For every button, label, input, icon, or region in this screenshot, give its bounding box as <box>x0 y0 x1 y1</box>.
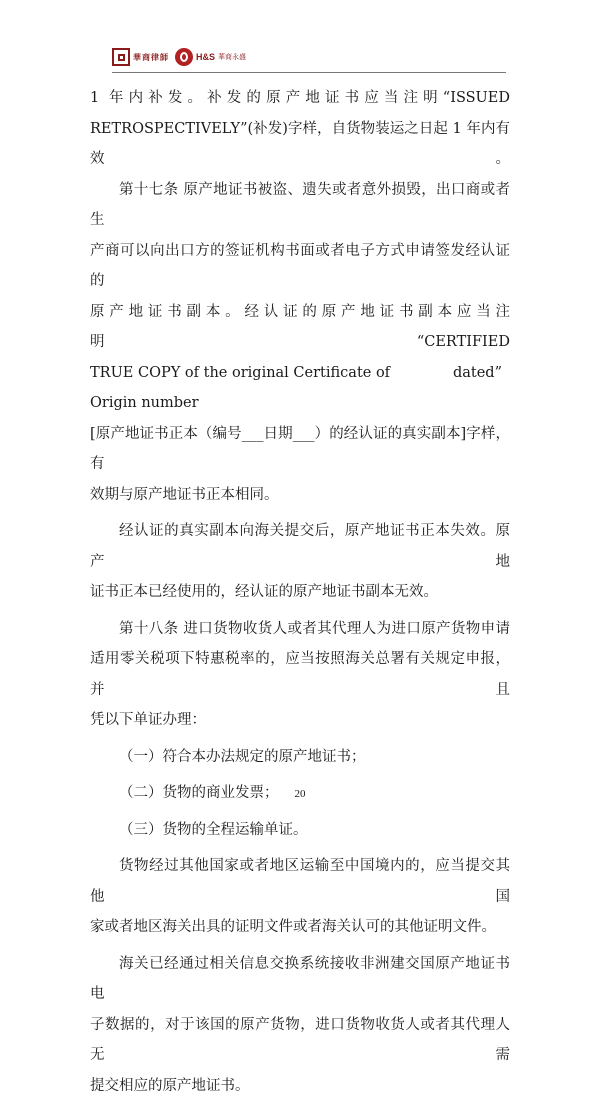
logo-hs-text: H&S <box>196 52 215 62</box>
text-line: 第十八条 进口货物收货人或者其代理人为进口原产货物申请 <box>90 614 510 645</box>
text-line: 提交相应的原产地证书。 <box>90 1071 510 1101</box>
text-segment: TRUE COPY of the original Certificate of Origin number <box>90 358 413 419</box>
text-line: 效期与原产地证书正本相同。 <box>90 480 510 511</box>
huashang-law-logo <box>112 48 169 66</box>
text-line: 产商可以向出口方的签证机构书面或者电子方式申请签发经认证的 <box>90 236 510 297</box>
text-line: 证书正本已经使用的，经认证的原产地证书副本无效。 <box>90 577 510 608</box>
text-line: 原产地证书副本。经认证的原产地证书副本应当注明“CERTIFIED <box>90 297 510 358</box>
text-line: 家或者地区海关出具的证明文件或者海关认可的其他证明文件。 <box>90 912 510 943</box>
logo-left-text: 華商律師 <box>133 52 169 63</box>
text-line: 凭以下单证办理： <box>90 705 510 736</box>
page-number: 20 <box>0 788 600 800</box>
text-line: 子数据的，对于该国的原产货物，进口货物收货人或者其代理人无需 <box>90 1010 510 1071</box>
text-line: 第十七条 原产地证书被盗、遗失或者意外损毁，出口商或者生 <box>90 175 510 236</box>
document-body <box>90 83 510 1101</box>
text-line: 适用零关税项下特惠税率的，应当按照海关总署有关规定申报，并且 <box>90 644 510 705</box>
text-line: [原产地证书正本（编号___日期___）的经认证的真实副本]字样，有 <box>90 419 510 480</box>
text-segment: dated <box>453 358 495 419</box>
logo-right-text: 華商永盛 <box>218 52 246 62</box>
text-line: 经认证的真实副本向海关提交后，原产地证书正本失效。原产地 <box>90 516 510 577</box>
page-header <box>112 48 246 66</box>
text-line: RETROSPECTIVELY”(补发)字样，自货物装运之日起 1 年内有效。 <box>90 114 510 175</box>
hs-logo <box>175 48 246 66</box>
text-line: 货物经过其他国家或者地区运输至中国境内的，应当提交其他国 <box>90 851 510 912</box>
list-item: （三）货物的全程运输单证。 <box>90 815 510 846</box>
text-line-certified-copy <box>90 358 510 419</box>
text-line: 1 年内补发。补发的原产地证书应当注明“ISSUED <box>90 83 510 114</box>
text-line: 海关已经通过相关信息交换系统接收非洲建交国原产地证书电 <box>90 949 510 1010</box>
list-item: （二）货物的商业发票； <box>90 778 510 809</box>
header-divider <box>112 72 506 73</box>
circle-s-icon <box>175 48 193 66</box>
square-seal-icon <box>112 48 130 66</box>
list-item: （一）符合本办法规定的原产地证书； <box>90 742 510 773</box>
text-segment: ” <box>495 358 502 419</box>
